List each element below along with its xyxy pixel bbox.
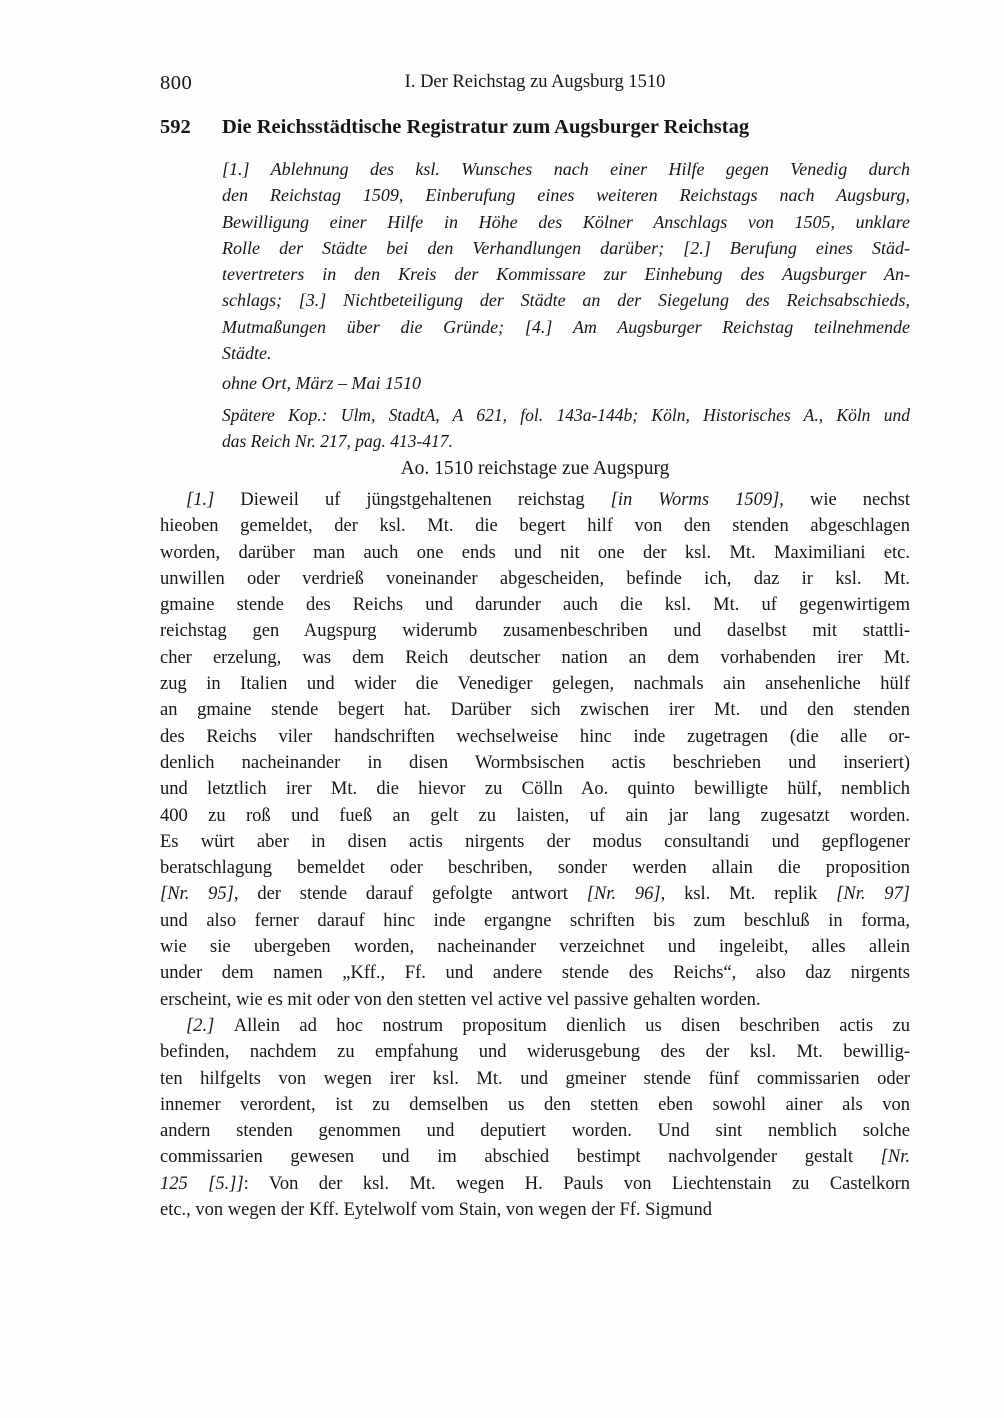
text-line: [2.] Allein ad hoc nostrum propositum dienlich us disen beschriben actis zu: [186, 1015, 911, 1036]
text-line: 125 [5.]]: Von der ksl. Mt. wegen H. Pauls von Liechtenstain zu Castelkorn: [160, 1173, 910, 1194]
text-line: Spätere Kop.: Ulm, StadtA, A 621, fol. 143a-144b; Köln, Historisches A., Köln und: [222, 405, 910, 425]
text-line: worden, darüber man auch one ends und nit one der ksl. Mt. Maximiliani etc.: [160, 542, 910, 563]
text-line: andern stenden genommen und deputiert worden. Und sint nemblich solche: [160, 1121, 910, 1142]
text-line: des Reichs viler handschriften wechselweise hinc inde zugetragen (die alle or-: [160, 726, 910, 747]
text-line: beratschlagung bemeldet oder beschriben, sonder werden allain die proposition: [160, 858, 910, 879]
text-line: an gmaine stende begert hat. Darüber sich zwischen irer Mt. und den stenden: [160, 700, 910, 721]
text-line: under dem namen „Kff., Ff. und andere stende des Reichs“, also daz nirgents: [160, 963, 910, 984]
text-line: Rolle der Städte bei den Verhandlungen darüber; [2.] Berufung eines Städ-: [222, 237, 910, 258]
text-line: wie sie ubergeben worden, nacheinander verzeichnet und ingeleibt, alles allein: [160, 937, 910, 958]
document-heading: Ao. 1510 reichstage zue Augspurg: [400, 458, 670, 479]
text-line: commissarien gewesen und im abschied bestimpt nachvolgender gestalt [Nr.: [160, 1147, 910, 1168]
text-line: schlags; [3.] Nichtbeteiligung der Städte an der Siegelung des Reichsabschieds,: [222, 290, 910, 311]
text-line: zug in Italien und wider die Venediger gelegen, nachmals ain ansehenliche hülf: [160, 674, 910, 695]
text-line: den Reichstag 1509, Einberufung eines weiteren Reichstags nach Augsburg,: [222, 185, 910, 206]
running-head-title: I. Der Reichstag zu Augsburg 1510: [404, 72, 666, 92]
text-line: und letztlich irer Mt. die hievor zu Cölln Ao. quinto bewilligte hülf, nemblich: [160, 779, 910, 800]
text-line: innemer verordent, ist zu demselben us den stetten eben sowohl ainer als von: [160, 1094, 910, 1115]
text-line: befinden, nachdem zu empfahung und widerusgebung des der ksl. Mt. bewillig-: [160, 1042, 910, 1063]
text-line: tevertreters in den Kreis der Kommissare zur Einhebung des Augsburger An-: [222, 264, 910, 285]
text-line: etc., von wegen der Kff. Eytelwolf vom Stain, von wegen der Ff. Sigmund: [160, 1200, 712, 1221]
text-line: das Reich Nr. 217, pag. 413-417.: [222, 431, 453, 452]
text-line: Bewilligung einer Hilfe in Höhe des Kölner Anschlags von 1505, unklare: [222, 211, 910, 232]
text-line: und also ferner darauf hinc inde ergangne schriften bis zum beschluß in forma,: [160, 910, 910, 931]
text-line: Mutmaßungen über die Gründe; [4.] Am Augsburger Reichstag teilnehmende: [222, 316, 910, 337]
entry-dateline: ohne Ort, März – Mai 1510: [222, 373, 421, 393]
paragraph-2: [160, 1013, 910, 1223]
entry-source-note: [222, 402, 910, 455]
text-line: ten hilfgelts von wegen irer ksl. Mt. und gmeiner stende fünf commissarien oder: [160, 1068, 910, 1089]
entry-title: Die Reichsstädtische Registratur zum Augsburger Reichstag: [222, 116, 750, 138]
text-line: Städte.: [222, 343, 272, 364]
text-line: 400 zu roß und fueß an gelt zu laisten, uf ain jar lang zugesatzt worden.: [160, 805, 910, 826]
text-line: hieoben gemeldet, der ksl. Mt. die begert hilf von den stenden abgeschlagen: [160, 516, 910, 537]
paragraph-1: [160, 487, 910, 1013]
text-line: [Nr. 95], der stende darauf gefolgte antwort [Nr. 96], ksl. Mt. replik [Nr. 97]: [160, 884, 911, 905]
running-header: [160, 72, 910, 96]
text-line: denlich nacheinander in disen Wormbsischen actis beschrieben und inseriert): [160, 752, 910, 773]
entry-number: 592: [160, 116, 191, 138]
document-body: [160, 487, 910, 1223]
text-line: gmaine stende des Reichs und darunder auch die ksl. Mt. uf gegenwirtigem: [160, 595, 910, 616]
text-line: [1.] Dieweil uf jüngstgehaltenen reichstag [in Worms 1509], wie nechst: [186, 490, 910, 510]
page-number: 800: [160, 72, 193, 94]
text-line: erscheint, wie es mit oder von den stetten vel active vel passive gehalten worden.: [160, 989, 761, 1010]
text-line: Es würt aber in disen actis nirgents der modus consultandi und gepflogener: [160, 831, 910, 852]
text-line: unwillen oder verdrieß voneinander abgescheiden, befinde ich, daz ir ksl. Mt.: [160, 568, 910, 589]
entry-abstract: [222, 156, 910, 366]
text-line: reichstag gen Augspurg widerumb zusamenbeschriben und daselbst mit stattli-: [160, 621, 910, 642]
text-line: cher erzelung, was dem Reich deutscher nation an dem vorhabenden irer Mt.: [160, 647, 910, 668]
text-line: [1.] Ablehnung des ksl. Wunsches nach einer Hilfe gegen Venedig durch: [222, 159, 910, 179]
